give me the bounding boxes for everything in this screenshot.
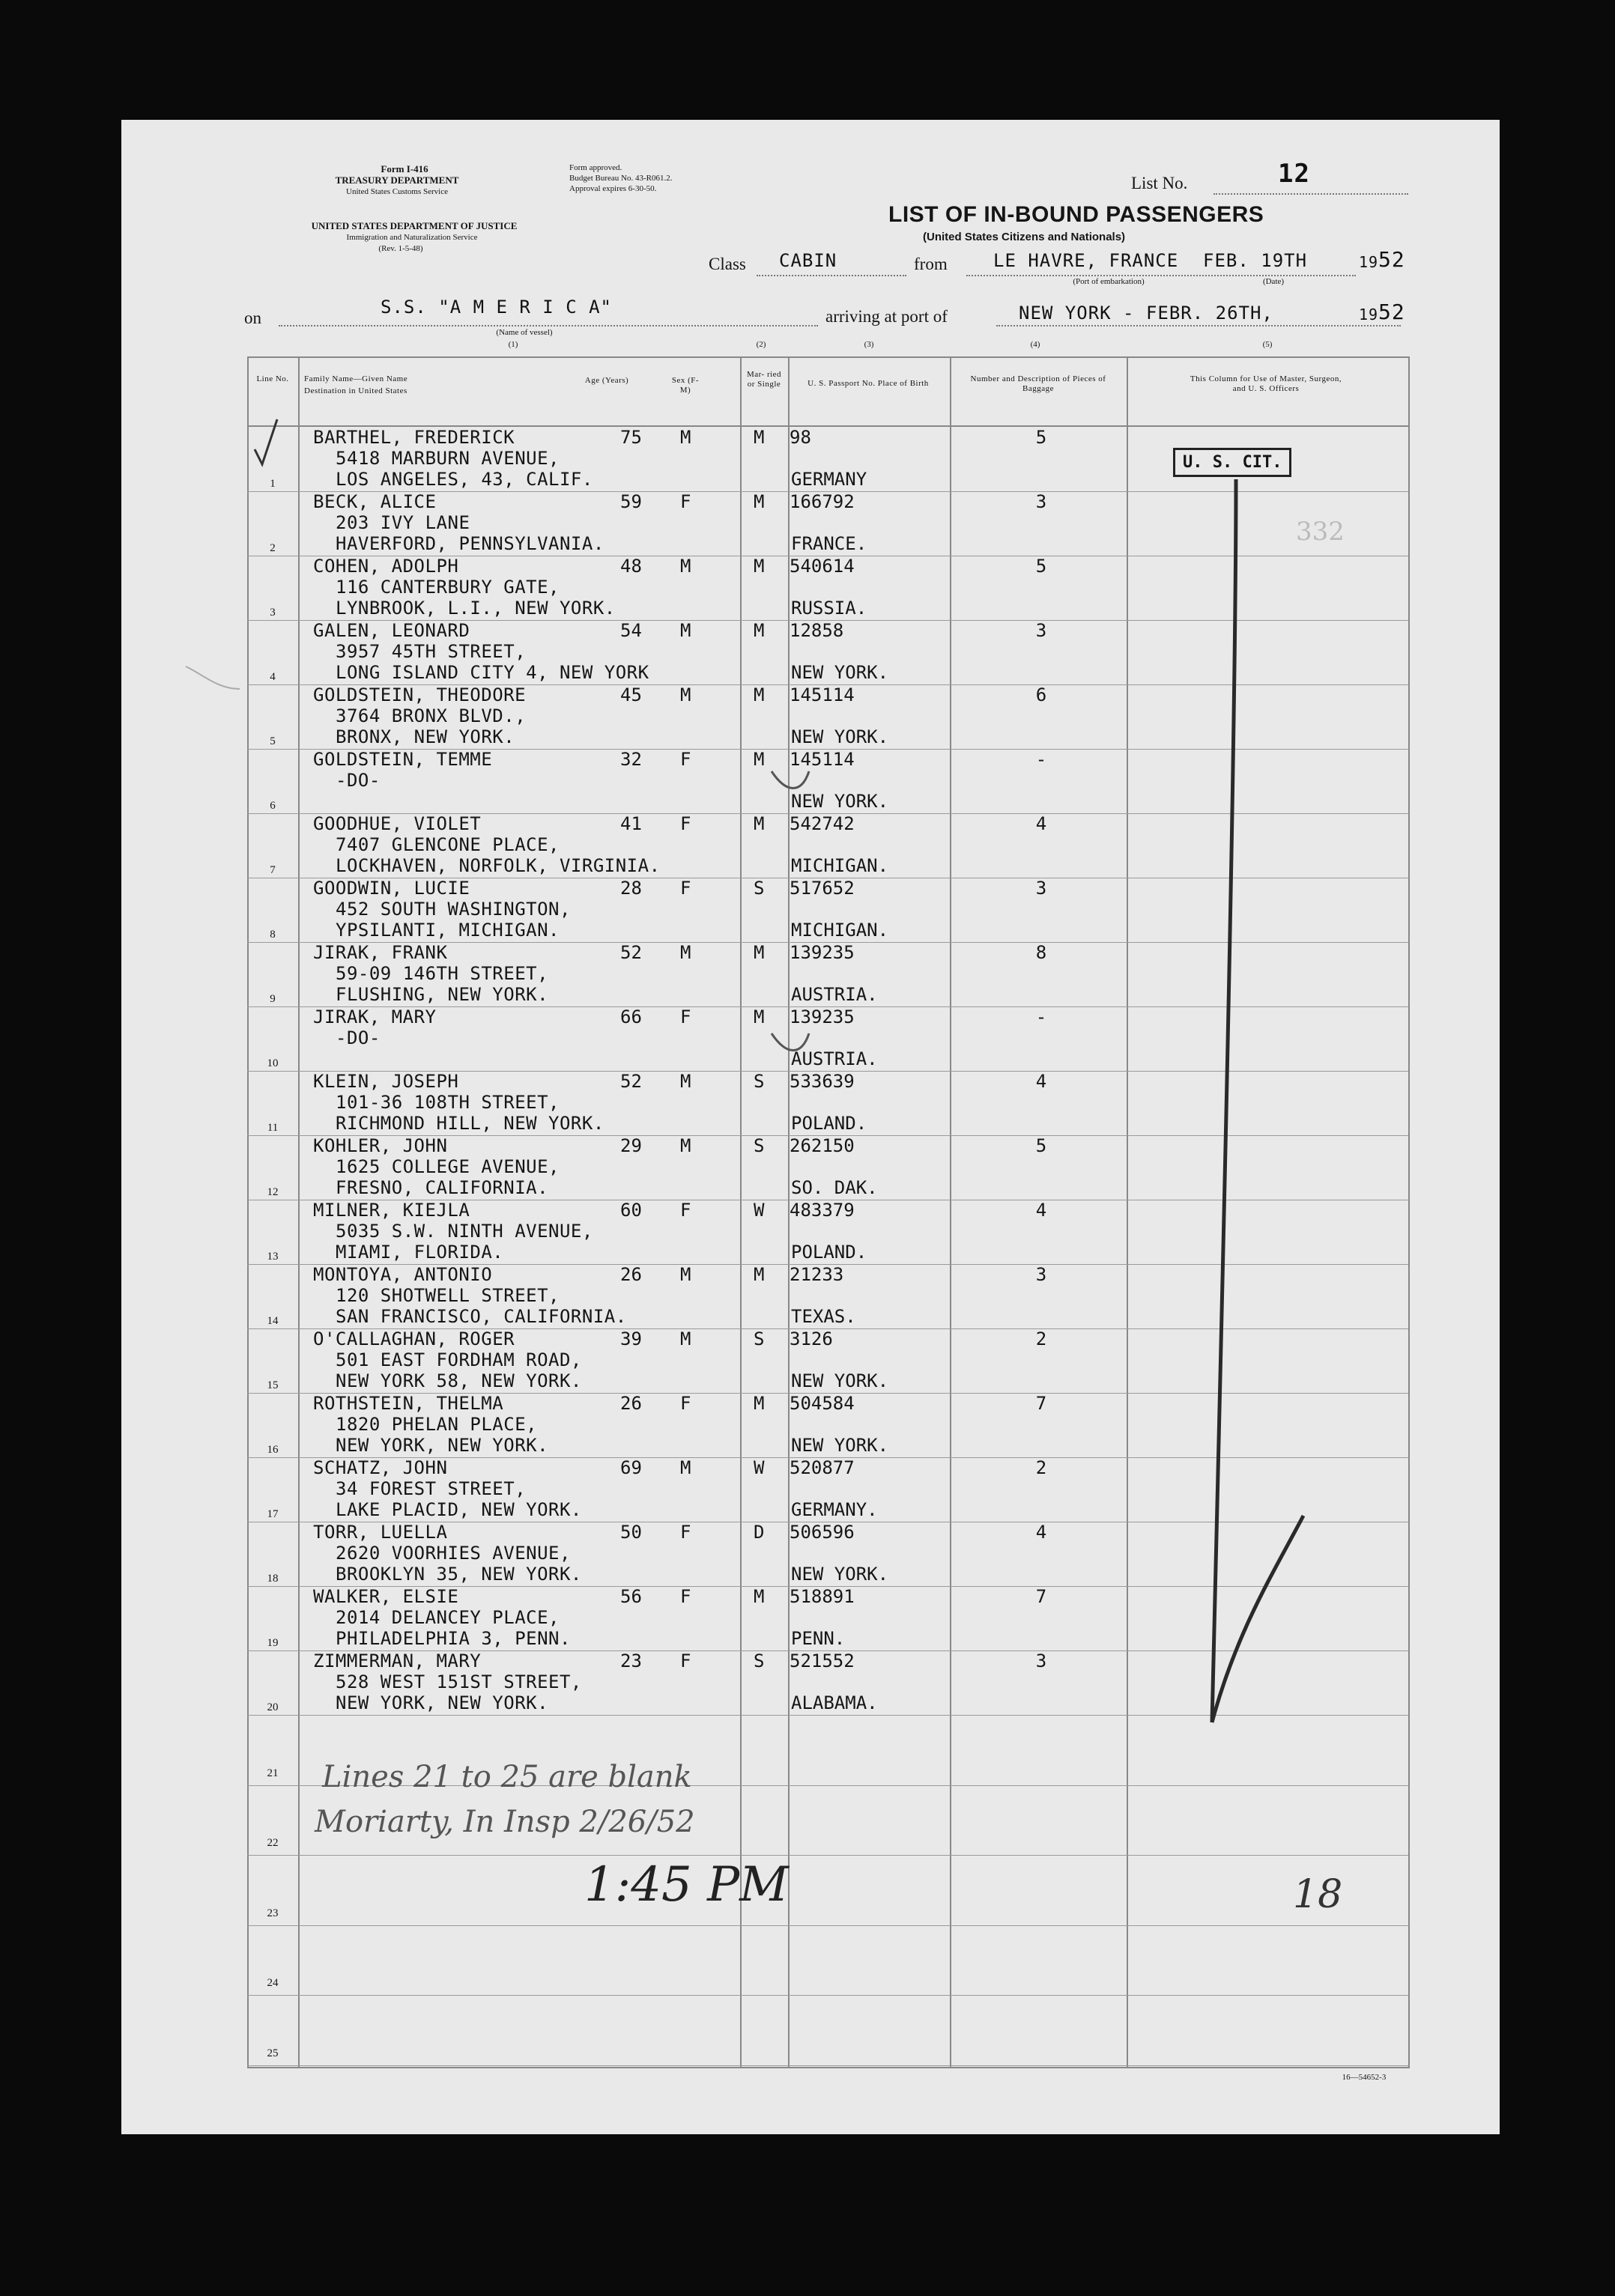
sex: F (680, 878, 691, 899)
line-number: 25 (267, 2047, 279, 2059)
list-number: 12 (1278, 159, 1310, 189)
line-number: 8 (270, 929, 276, 941)
passenger-name: BARTHEL, FREDERICK (313, 427, 515, 448)
address-line-1: 528 WEST 151ST STREET, (336, 1671, 582, 1692)
passport-number: 139235 (790, 1006, 855, 1027)
passport-number: 506596 (790, 1522, 855, 1543)
address-line-1: 452 SOUTH WASHINGTON, (336, 899, 571, 920)
sex: M (680, 684, 691, 705)
header-baggage: Number and Description of Pieces of Baggage (970, 374, 1106, 393)
sex: F (680, 1200, 691, 1221)
address-line-2: FLUSHING, NEW YORK. (336, 984, 549, 1005)
passport-number: 540614 (790, 556, 855, 577)
passport-number: 145114 (790, 684, 855, 705)
address-line-1: 2014 DELANCEY PLACE, (336, 1607, 560, 1628)
passenger-name: JIRAK, FRANK (313, 942, 448, 963)
age: 26 (620, 1393, 642, 1414)
marital-status: M (754, 556, 765, 577)
place-of-birth: GERMANY. (791, 1499, 878, 1520)
marital-status: M (754, 491, 765, 512)
passport-number: 533639 (790, 1071, 855, 1092)
baggage-count: 2 (1035, 1328, 1047, 1349)
passenger-name: BECK, ALICE (313, 491, 437, 512)
place-of-birth: AUSTRIA. (791, 984, 878, 1005)
address-line-2: PHILADELPHIA 3, PENN. (336, 1628, 571, 1649)
marital-status: M (754, 749, 765, 770)
sex: M (680, 1328, 691, 1349)
address-line-2: RICHMOND HILL, NEW YORK. (336, 1113, 605, 1134)
age: 45 (620, 684, 642, 705)
place-of-birth: TEXAS. (791, 1306, 856, 1327)
approval-line-2: Budget Bureau No. 43-R061.2. (569, 174, 673, 183)
address-line-1: 101-36 108TH STREET, (336, 1092, 560, 1113)
date-caption: (Date) (1262, 277, 1285, 286)
age: 66 (620, 1006, 642, 1027)
place-of-birth: MICHIGAN. (791, 855, 889, 876)
passenger-name: TORR, LUELLA (313, 1522, 448, 1543)
address-line-1: 7407 GLENCONE PLACE, (336, 834, 560, 855)
baggage-count: 4 (1035, 1071, 1047, 1092)
marital-status: M (754, 1006, 765, 1027)
place-of-birth: NEW YORK. (791, 726, 889, 747)
header-name: Family Name—Given Name (304, 374, 408, 383)
marital-status: S (754, 1135, 765, 1156)
stamp-text: U. S. CIT. (1183, 453, 1282, 472)
address-line-2: BROOKLYN 35, NEW YORK. (336, 1564, 582, 1585)
address-line-1: 203 IVY LANE (336, 512, 470, 533)
passenger-name: ZIMMERMAN, MARY (313, 1650, 482, 1671)
address-line-1: 59-09 146TH STREET, (336, 963, 549, 984)
line-number: 2 (270, 542, 276, 554)
dept-justice-sub: Immigration and Naturalization Service (346, 233, 478, 242)
age: 23 (620, 1650, 642, 1671)
line-number: 11 (267, 1122, 279, 1134)
baggage-count: 2 (1035, 1457, 1047, 1478)
baggage-count: 4 (1035, 1522, 1047, 1543)
vessel-name: S.S. "A M E R I C A" (381, 297, 612, 318)
place-of-birth: GERMANY (791, 469, 867, 490)
sex: F (680, 1522, 691, 1543)
address-line-1: 120 SHOTWELL STREET, (336, 1285, 560, 1306)
sex: M (680, 1457, 691, 1478)
sex: F (680, 1006, 691, 1027)
sex: M (680, 620, 691, 641)
place-of-birth: ALABAMA. (791, 1692, 878, 1713)
marital-status: M (754, 1393, 765, 1414)
passenger-name: MONTOYA, ANTONIO (313, 1264, 493, 1285)
age: 69 (620, 1457, 642, 1478)
age: 52 (620, 942, 642, 963)
passport-number: 542742 (790, 813, 855, 834)
form-number: Form I-416 (381, 163, 428, 174)
class-value: CABIN (779, 250, 837, 271)
passenger-name: ROTHSTEIN, THELMA (313, 1393, 504, 1414)
baggage-count: 4 (1035, 813, 1047, 834)
passport-number: 12858 (790, 620, 844, 641)
marital-status: M (754, 1586, 765, 1607)
baggage-count: 7 (1035, 1393, 1047, 1414)
place-of-birth: POLAND. (791, 1242, 867, 1263)
line-number: 9 (270, 993, 276, 1005)
passport-number: 521552 (790, 1650, 855, 1671)
passenger-name: KLEIN, JOSEPH (313, 1071, 459, 1092)
port-of-embarkation: LE HAVRE, FRANCE (993, 250, 1179, 271)
place-of-birth: AUSTRIA. (791, 1048, 878, 1069)
place-of-birth: SO. DAK. (791, 1177, 878, 1198)
address-line-1: 5035 S.W. NINTH AVENUE, (336, 1221, 593, 1242)
handwritten-note-2: Moriarty, In Insp 2/26/52 (315, 1805, 695, 1839)
line-number: 14 (267, 1315, 279, 1327)
sex: F (680, 1393, 691, 1414)
baggage-count: 3 (1035, 620, 1047, 641)
on-label: on (244, 309, 261, 327)
line-number: 4 (270, 671, 276, 683)
marital-status: M (754, 813, 765, 834)
passenger-name: GOODWIN, LUCIE (313, 878, 470, 899)
dept-treasury: TREASURY DEPARTMENT (335, 174, 459, 186)
embark-year: 52 (1378, 247, 1405, 272)
age: 54 (620, 620, 642, 641)
line-number: 18 (267, 1573, 279, 1585)
sex: F (680, 1586, 691, 1607)
place-of-birth: RUSSIA. (791, 598, 867, 619)
revision: (Rev. 1-5-48) (378, 244, 423, 253)
place-of-birth: PENN. (791, 1628, 846, 1649)
place-of-birth: NEW YORK. (791, 662, 889, 683)
marital-status: S (754, 1328, 765, 1349)
marital-status: M (754, 942, 765, 963)
address-line-1: 2620 VOORHIES AVENUE, (336, 1543, 571, 1564)
dept-justice: UNITED STATES DEPARTMENT OF JUSTICE (311, 220, 518, 231)
age: 41 (620, 813, 642, 834)
arriving-label: arriving at port of (825, 307, 948, 326)
sex: M (680, 1071, 691, 1092)
page-subtitle: (United States Citizens and Nationals) (923, 231, 1126, 243)
place-of-birth: NEW YORK. (791, 791, 889, 812)
sex: F (680, 491, 691, 512)
port-of-embarkation-caption: (Port of embarkation) (1073, 277, 1145, 286)
line-number: 24 (267, 1977, 279, 1990)
arrival-year: 52 (1378, 300, 1405, 324)
address-line-2: SAN FRANCISCO, CALIFORNIA. (336, 1306, 627, 1327)
place-of-birth: POLAND. (791, 1113, 867, 1134)
passport-number: 262150 (790, 1135, 855, 1156)
place-of-birth: NEW YORK. (791, 1370, 889, 1391)
col-1-number: (1) (508, 340, 518, 349)
passport-number: 98 (790, 427, 811, 448)
age: 75 (620, 427, 642, 448)
passenger-name: GOODHUE, VIOLET (313, 813, 482, 834)
passport-number: 504584 (790, 1393, 855, 1414)
sex: F (680, 1650, 691, 1671)
address-line-2: FRESNO, CALIFORNIA. (336, 1177, 549, 1198)
passenger-name: MILNER, KIEJLA (313, 1200, 470, 1221)
address-line-2: LAKE PLACID, NEW YORK. (336, 1499, 582, 1520)
line-number: 23 (267, 1907, 279, 1919)
passport-number: 145114 (790, 749, 855, 770)
footer-code: 16—54652-3 (1342, 2073, 1387, 2082)
line-number: 5 (270, 735, 276, 747)
page-title: LIST OF IN-BOUND PASSENGERS (888, 202, 1264, 227)
address-line-1: 3957 45TH STREET, (336, 641, 527, 662)
sex: M (680, 556, 691, 577)
line-number: 19 (267, 1637, 279, 1649)
marital-status: M (754, 1264, 765, 1285)
baggage-count: 3 (1035, 1650, 1047, 1671)
handwritten-time: 1:45 PM (584, 1857, 789, 1913)
header-age: Age (Years) (584, 376, 629, 385)
age: 52 (620, 1071, 642, 1092)
address-line-2: MIAMI, FLORIDA. (336, 1242, 504, 1263)
marital-status: S (754, 1650, 765, 1671)
passenger-name: GOLDSTEIN, THEODORE (313, 684, 527, 705)
class-label: Class (709, 255, 746, 273)
baggage-count: 3 (1035, 1264, 1047, 1285)
passenger-name: O'CALLAGHAN, ROGER (313, 1328, 515, 1349)
address-line-2: HAVERFORD, PENNSYLVANIA. (336, 533, 605, 554)
line-number: 6 (270, 800, 276, 812)
passenger-name: WALKER, ELSIE (313, 1586, 459, 1607)
age: 28 (620, 878, 642, 899)
baggage-count: 3 (1035, 878, 1047, 899)
marital-status: M (754, 620, 765, 641)
baggage-count: 6 (1035, 684, 1047, 705)
vessel-caption: (Name of vessel) (496, 328, 553, 337)
baggage-count: 5 (1035, 1135, 1047, 1156)
handwritten-count: 18 (1293, 1872, 1343, 1917)
address-line-1: 1820 PHELAN PLACE, (336, 1414, 538, 1435)
address-line-2: NEW YORK, NEW YORK. (336, 1692, 549, 1713)
address-line-1: 34 FOREST STREET, (336, 1478, 527, 1499)
address-line-1: -DO- (336, 1027, 381, 1048)
arrival-port-date: NEW YORK - FEBR. 26TH, (1019, 303, 1273, 324)
age: 50 (620, 1522, 642, 1543)
place-of-birth: NEW YORK. (791, 1435, 889, 1456)
from-label: from (914, 255, 948, 273)
passport-number: 3126 (790, 1328, 833, 1349)
baggage-count: 7 (1035, 1586, 1047, 1607)
address-line-2: LONG ISLAND CITY 4, NEW YORK (336, 662, 649, 683)
address-line-2: BRONX, NEW YORK. (336, 726, 515, 747)
line-number: 3 (270, 607, 276, 619)
baggage-count: 5 (1035, 556, 1047, 577)
age: 59 (620, 491, 642, 512)
address-line-1: -DO- (336, 770, 381, 791)
faint-number: 332 (1296, 517, 1345, 547)
passenger-name: COHEN, ADOLPH (313, 556, 459, 577)
passport-number: 483379 (790, 1200, 855, 1221)
line-number: 16 (267, 1444, 279, 1456)
baggage-count: 5 (1035, 427, 1047, 448)
line-number: 20 (267, 1701, 279, 1713)
line-number: 7 (270, 864, 276, 876)
line-number: 12 (267, 1186, 279, 1198)
marital-status: S (754, 878, 765, 899)
line-number: 10 (267, 1057, 279, 1069)
approval-line-3: Approval expires 6-30-50. (569, 184, 657, 193)
line-number: 17 (267, 1508, 279, 1520)
passenger-name: KOHLER, JOHN (313, 1135, 448, 1156)
line-number: 1 (270, 478, 276, 490)
age: 56 (620, 1586, 642, 1607)
address-line-2: YPSILANTI, MICHIGAN. (336, 920, 560, 941)
passenger-name: JIRAK, MARY (313, 1006, 437, 1027)
approval-line-1: Form approved. (569, 163, 622, 172)
year-prefix-1: 19 (1359, 253, 1379, 271)
dept-treasury-sub: United States Customs Service (346, 187, 448, 196)
passport-number: 520877 (790, 1457, 855, 1478)
age: 26 (620, 1264, 642, 1285)
marital-status: M (754, 427, 765, 448)
passenger-name: SCHATZ, JOHN (313, 1457, 448, 1478)
age: 32 (620, 749, 642, 770)
place-of-birth: MICHIGAN. (791, 920, 889, 941)
sex: M (680, 942, 691, 963)
sex: M (680, 1135, 691, 1156)
sex: F (680, 749, 691, 770)
col-3-number: (3) (864, 340, 874, 349)
baggage-count: - (1035, 1006, 1047, 1027)
age: 29 (620, 1135, 642, 1156)
line-number: 21 (267, 1767, 279, 1779)
marital-status: S (754, 1071, 765, 1092)
header-officers: This Column for Use of Master, Surgeon, and U. S. Officers (1190, 374, 1342, 393)
sex: F (680, 813, 691, 834)
place-of-birth: NEW YORK. (791, 1564, 889, 1585)
marital-status: W (754, 1457, 765, 1478)
sex: M (680, 1264, 691, 1285)
age: 48 (620, 556, 642, 577)
year-prefix-2: 19 (1359, 306, 1379, 324)
header-line-no: Line No. (256, 374, 289, 383)
col-2-number: (2) (756, 340, 766, 349)
passport-number: 166792 (790, 491, 855, 512)
address-line-1: 501 EAST FORDHAM ROAD, (336, 1349, 582, 1370)
handwritten-note-1: Lines 21 to 25 are blank (322, 1760, 692, 1794)
baggage-count: - (1035, 749, 1047, 770)
marital-status: W (754, 1200, 765, 1221)
header-married: Mar- ried or Single (746, 370, 782, 389)
header-sex: Sex (F-M) (671, 376, 700, 395)
header-destination: Destination in United States (304, 386, 407, 395)
address-line-2: NEW YORK, NEW YORK. (336, 1435, 549, 1456)
address-line-1: 116 CANTERBURY GATE, (336, 577, 560, 598)
address-line-1: 5418 MARBURN AVENUE, (336, 448, 560, 469)
age: 60 (620, 1200, 642, 1221)
passport-number: 139235 (790, 942, 855, 963)
header-passport: U. S. Passport No. Place of Birth (808, 379, 929, 388)
passenger-name: GALEN, LEONARD (313, 620, 470, 641)
passport-number: 21233 (790, 1264, 844, 1285)
line-number: 13 (267, 1251, 279, 1263)
col-5-number: (5) (1262, 340, 1273, 349)
sex: M (680, 427, 691, 448)
baggage-count: 3 (1035, 491, 1047, 512)
marital-status: D (754, 1522, 765, 1543)
passport-number: 518891 (790, 1586, 855, 1607)
address-line-2: LOS ANGELES, 43, CALIF. (336, 469, 593, 490)
col-4-number: (4) (1030, 340, 1040, 349)
baggage-count: 8 (1035, 942, 1047, 963)
passenger-name: GOLDSTEIN, TEMME (313, 749, 493, 770)
line-number: 15 (267, 1379, 279, 1391)
marital-status: M (754, 684, 765, 705)
list-no-label: List No. (1131, 174, 1188, 192)
passport-number: 517652 (790, 878, 855, 899)
address-line-2: LYNBROOK, L.I., NEW YORK. (336, 598, 616, 619)
embark-date: FEB. 19TH (1203, 250, 1308, 271)
place-of-birth: FRANCE. (791, 533, 867, 554)
line-number: 22 (267, 1837, 279, 1850)
age: 39 (620, 1328, 642, 1349)
address-line-1: 1625 COLLEGE AVENUE, (336, 1156, 560, 1177)
baggage-count: 4 (1035, 1200, 1047, 1221)
address-line-2: LOCKHAVEN, NORFOLK, VIRGINIA. (336, 855, 661, 876)
address-line-2: NEW YORK 58, NEW YORK. (336, 1370, 582, 1391)
address-line-1: 3764 BRONX BLVD., (336, 705, 527, 726)
